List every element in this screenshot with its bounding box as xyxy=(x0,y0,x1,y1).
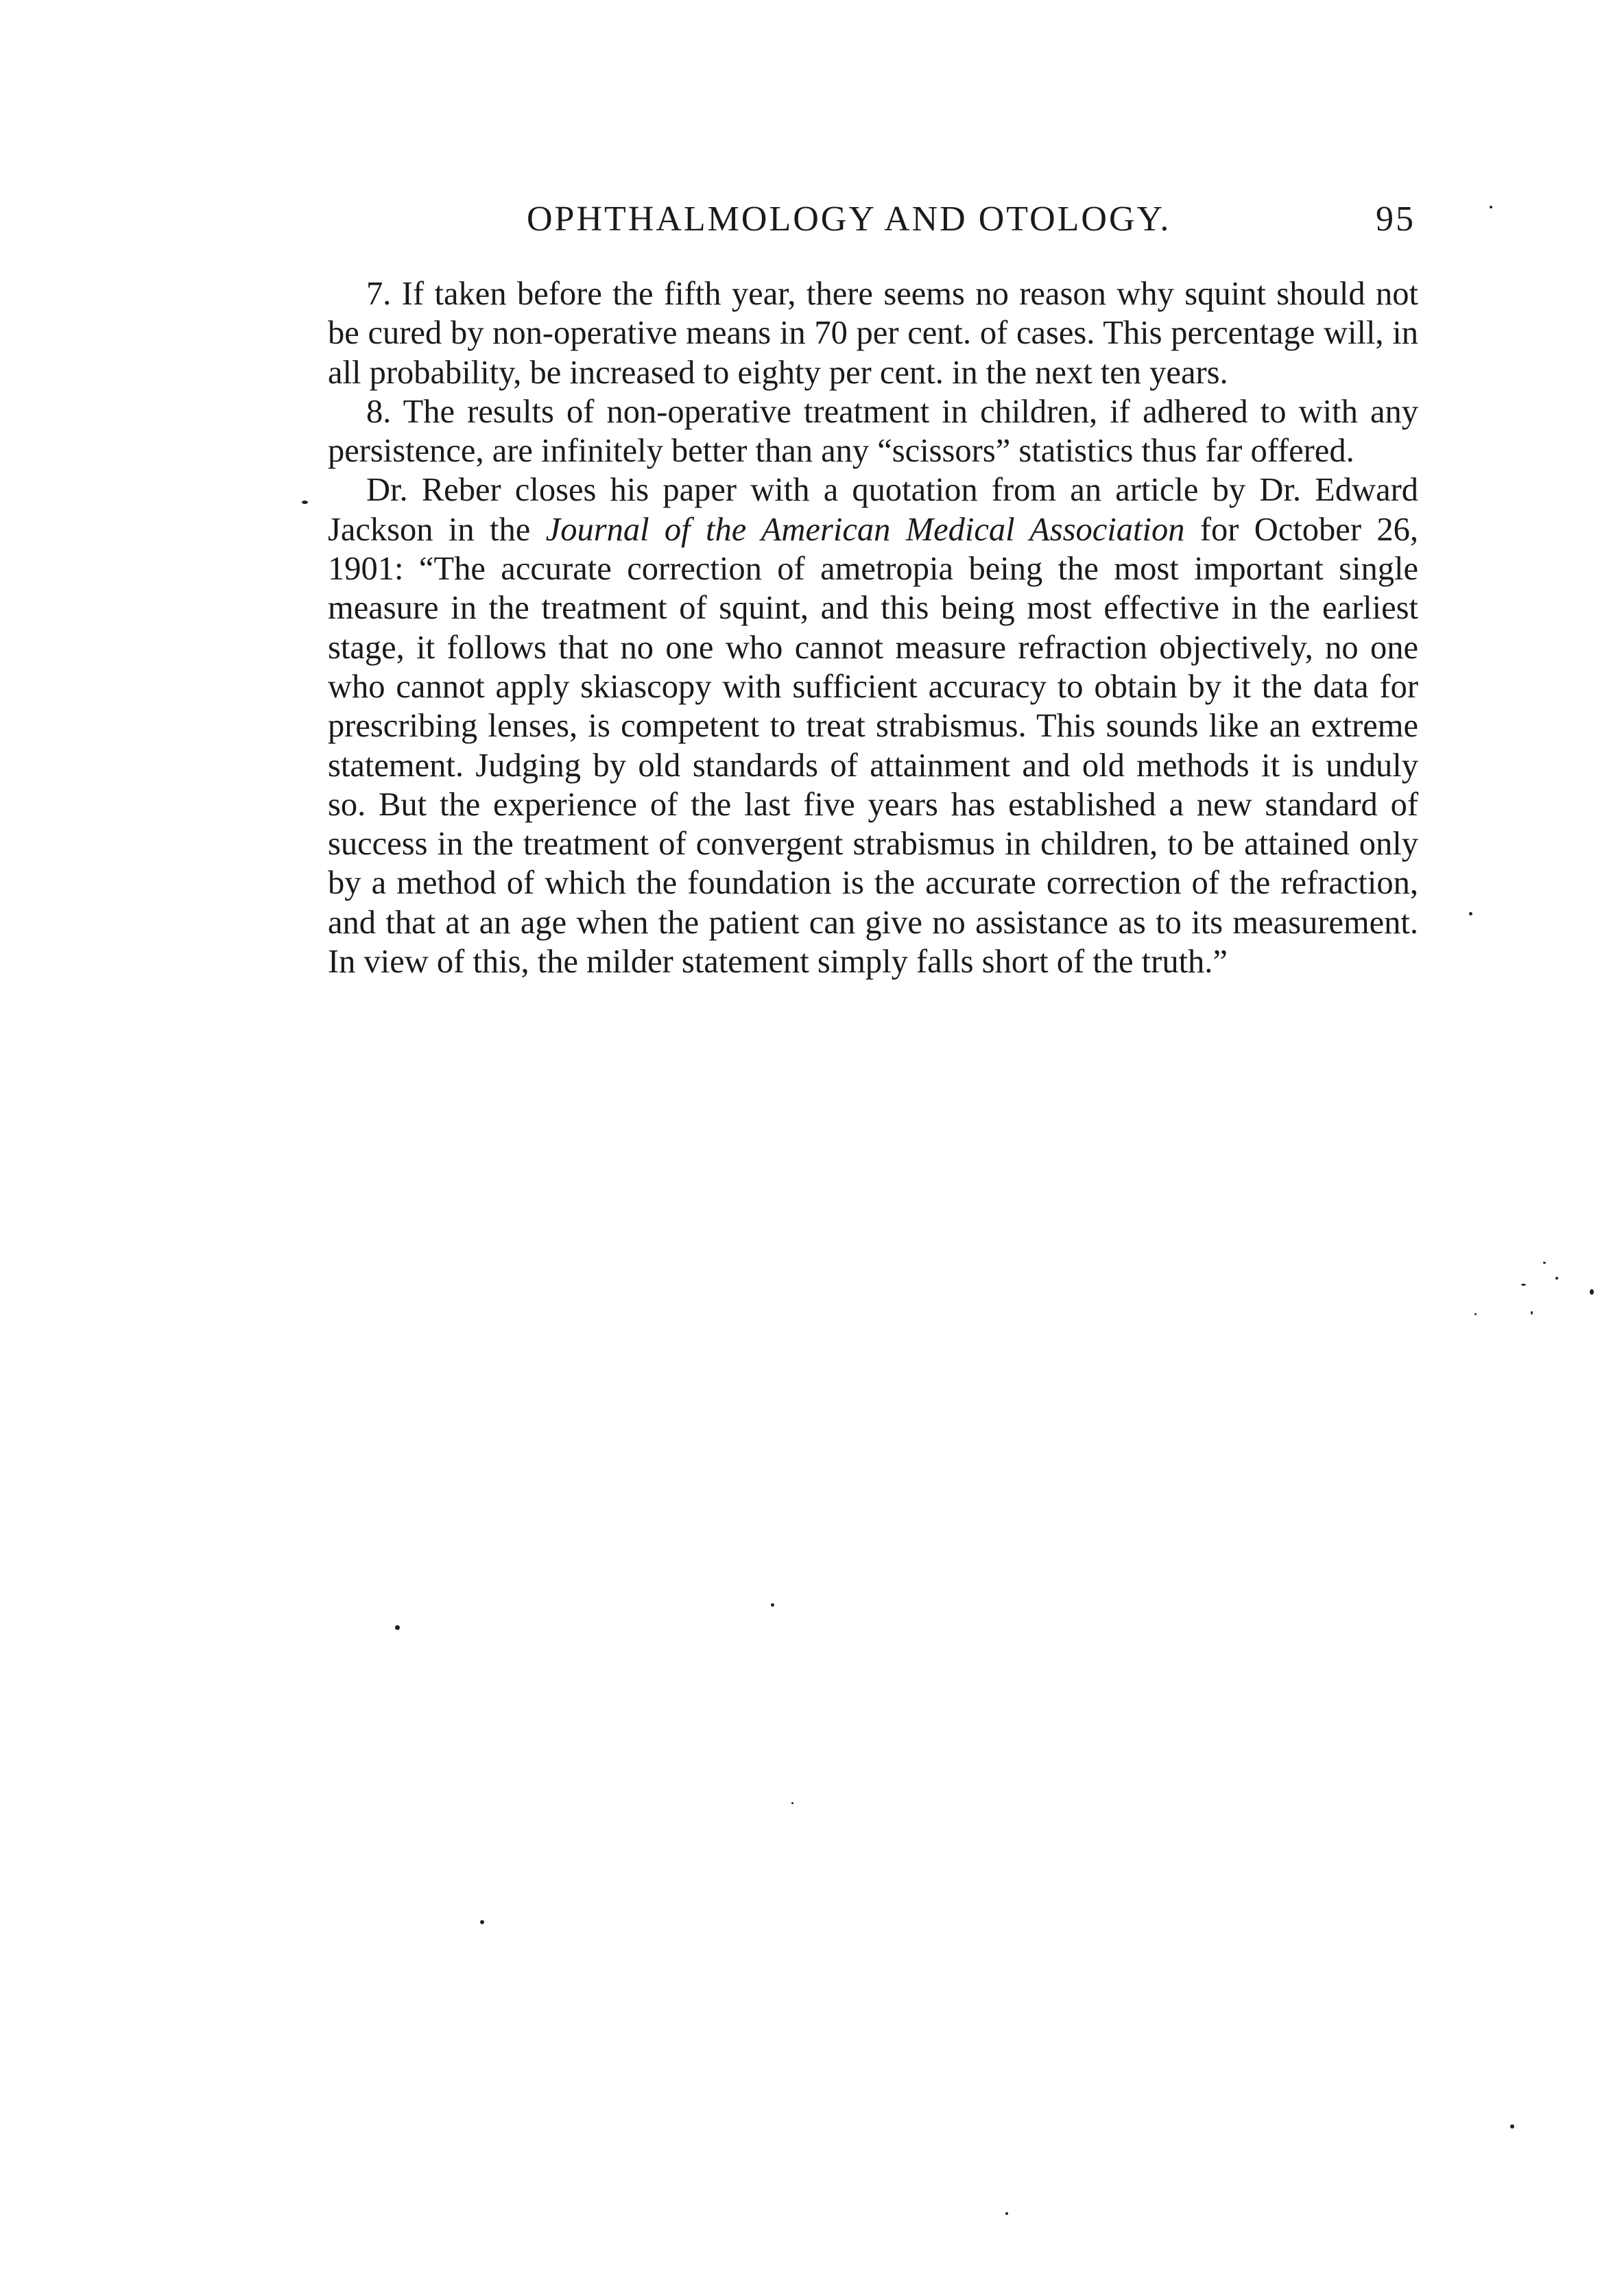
quotation-text: for October 26, 1901: “The accurate correction of ametropia being the most important single measure in the treatment of squint, and this being most effective in the earliest stage, it follows that no one who cannot measure refraction objectively, no one who cannot apply skiascopy with sufficient accuracy to obtain by it the data for prescribing lenses, is competent to treat strabismus. This sounds like an extreme statement. Judging by old standards of attainment and old methods it is unduly so. But the experience of the last five years has established a new standard of success in the treatment of convergent strabismus in children, to be attained only by a method of which the foundation is the accurate correction of the refraction, and that at an age when the patient can give no assistance as to its measurement. In view of this, the milder statement simply falls short of the truth.” xyxy=(328,511,1418,981)
scan-speck xyxy=(1543,1262,1546,1264)
scan-speck xyxy=(395,1625,400,1630)
scan-speck xyxy=(1521,1284,1526,1286)
scan-speck xyxy=(1005,2212,1008,2215)
paragraph-point-8: 8. The results of non-operative treatment in children, if adhered to with any persistence, are infinitely better than any “scissors” statistics thus far offered. xyxy=(328,393,1418,470)
running-head xyxy=(527,199,1416,247)
scan-speck xyxy=(771,1603,774,1607)
quotation-intro: Dr. Reber closes his paper with a quotation from an article by Dr. Edward Jackson in the xyxy=(328,472,1418,548)
scan-speck xyxy=(1510,2124,1514,2129)
scan-speck xyxy=(1531,1311,1533,1315)
paragraph-point-7: 7. If taken before the fifth year, there seems no reason why squint should not be cured by non-operative means in 70 per cent. of cases. This percentage will, in all probability, be increased to eighty per cent. in the next ten years. xyxy=(328,276,1418,391)
journal-title: Journal of the American Medical Association xyxy=(545,511,1185,548)
scan-speck xyxy=(302,501,308,504)
body-text xyxy=(328,274,1418,981)
paragraph-quotation xyxy=(328,470,1418,981)
scan-speck xyxy=(1474,1313,1477,1315)
scan-speck xyxy=(1555,1277,1558,1280)
page-number: 95 xyxy=(1376,200,1416,239)
scan-speck xyxy=(791,1802,793,1804)
scan-speck xyxy=(480,1920,484,1924)
running-head-title: OPHTHALMOLOGY AND OTOLOGY. xyxy=(527,200,1171,239)
scan-speck xyxy=(1590,1289,1594,1295)
scan-speck xyxy=(1469,912,1472,915)
scan-speck xyxy=(1490,206,1492,208)
